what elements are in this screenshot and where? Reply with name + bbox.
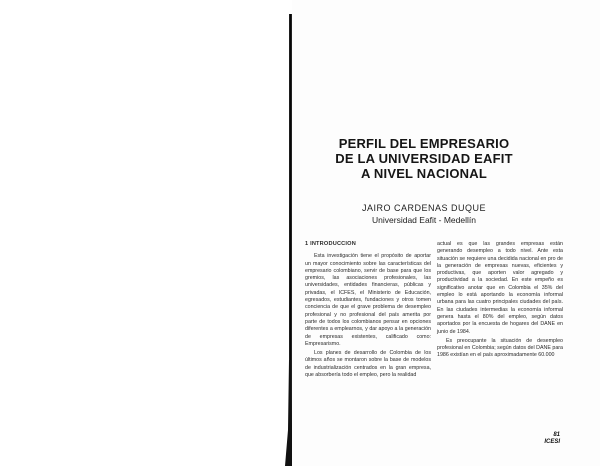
page-number: 81 [553,432,560,438]
paragraph: Los planes de desarrollo de Colombia de los últimos años se montaron sobre la base de modelos de industrialización centrados en la gran empresa, que absorbería todo el empleo, pero la realidad [305,350,431,379]
journal-name: ICESI [544,439,560,445]
paragraph: Es preocupante la situación de desempleo profesional en Colombia; según datos del DANE para 1986 existían en el país aproximadamente 60.000 [437,337,563,359]
right-page [292,0,600,466]
page-folio [520,432,560,446]
paragraph: actual es que las grandes empresas están generando desempleo a todo nivel. Ante esta situación se requiere una decidida nacional en pro de la generación de empresas nuevas, eficientes y productivas, que aporten valor agregado y productividad a la sociedad. En este empeño es significativo anotar que en Colombia el 35% del empleo lo está aportando la economía informal urbana para las cuatro principales ciudades del país. En las ciudades intermedias la economía informal genera hasta el 80% del empleo, según datos aportados por la encuesta de hogares del DANE en junio de 1984. [437,241,563,335]
article-title [300,136,548,181]
body-column-left [305,241,431,379]
author-name: JAIRO CARDENAS DUQUE [361,203,487,213]
title-line-2: DE LA UNIVERSIDAD EAFIT [335,151,513,166]
left-page-blank [0,0,290,466]
author-affiliation: Universidad Eafit - Medellín [372,215,476,225]
section-heading: 1 INTRODUCCION [305,241,356,247]
title-line-3: A NIVEL NACIONAL [361,166,487,181]
body-column-right [437,241,563,360]
paragraph: Esta investigación tiene el propósito de aportar un mayor conocimiento sobre las características del empresario colombiano, servir de base para que los gremios, las asociaciones profesionales, las universidades, entidades financieras, públicas y privadas, el ICFES, el Ministerio de Educación, egresados, estudiantes, fundaciones y otros tomen conciencia de que el grave problema de desempleo profesional y no profesional del país amerita por parte de todos los colombianos pensar en opciones diferentes a emplearnos, y dar apoyo a la generación de empresas existentes, calificado como: Empresarismo. [305,253,431,347]
title-line-1: PERFIL DEL EMPRESARIO [338,136,510,151]
